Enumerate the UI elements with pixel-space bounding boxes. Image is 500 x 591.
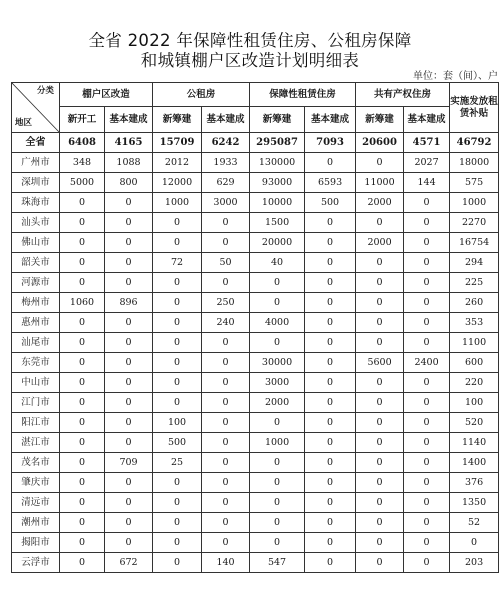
table-row [12,533,499,553]
value-cell: 0 [404,553,450,573]
value-cell: 72 [153,253,202,273]
value-cell: 0 [153,493,202,513]
table-row-province-total [12,133,499,153]
value-cell: 0 [250,493,305,513]
value-cell: 0 [356,153,404,173]
value-cell: 0 [356,333,404,353]
value-cell: 0 [305,433,356,453]
region-name-cell: 河源市 [12,273,60,293]
value-cell: 0 [153,533,202,553]
table-row [12,293,499,313]
region-name-cell: 汕头市 [12,213,60,233]
value-cell: 0 [153,373,202,393]
value-cell: 0 [356,373,404,393]
header-row-groups [12,83,499,107]
value-cell: 0 [202,373,250,393]
value-cell: 896 [105,293,153,313]
value-cell: 295087 [250,133,305,153]
subheader-basic-done: 基本建成 [105,107,153,133]
region-name-cell: 广州市 [12,153,60,173]
table-row [12,353,499,373]
value-cell: 0 [250,533,305,553]
value-cell: 0 [404,513,450,533]
region-name-cell: 肇庆市 [12,473,60,493]
value-cell: 0 [305,153,356,173]
value-cell: 0 [404,433,450,453]
value-cell: 0 [105,533,153,553]
value-cell: 0 [356,313,404,333]
value-cell: 0 [305,393,356,413]
value-cell: 0 [250,513,305,533]
value-cell: 0 [404,193,450,213]
value-cell: 100 [153,413,202,433]
value-cell: 0 [404,293,450,313]
value-cell: 0 [305,453,356,473]
value-cell: 18000 [450,153,499,173]
value-cell: 0 [60,553,105,573]
value-cell: 0 [202,273,250,293]
value-cell: 0 [60,213,105,233]
value-cell: 52 [450,513,499,533]
value-cell: 0 [305,313,356,333]
value-cell: 0 [202,513,250,533]
value-cell: 0 [356,533,404,553]
housing-plan-table [11,82,499,573]
group-header-shantytown: 棚户区改造 [60,83,153,107]
value-cell: 0 [105,433,153,453]
group-header-affordable-rental: 保障性租赁住房 [250,83,356,107]
region-name-cell: 深圳市 [12,173,60,193]
value-cell: 130000 [250,153,305,173]
unit-note: 单位：套（间）、户 [413,71,498,82]
value-cell: 800 [105,173,153,193]
table-row [12,273,499,293]
value-cell: 0 [153,313,202,333]
value-cell: 140 [202,553,250,573]
subheader-done-a: 基本建成 [202,107,250,133]
value-cell: 0 [404,473,450,493]
region-name-cell: 揭阳市 [12,533,60,553]
value-cell: 629 [202,173,250,193]
value-cell: 0 [153,473,202,493]
value-cell: 0 [356,433,404,453]
group-header-public-rental: 公租房 [153,83,250,107]
value-cell: 0 [250,413,305,433]
value-cell: 0 [404,533,450,553]
value-cell: 0 [250,473,305,493]
region-name-cell: 佛山市 [12,233,60,253]
value-cell: 203 [450,553,499,573]
value-cell: 0 [153,213,202,233]
value-cell: 0 [305,253,356,273]
value-cell: 0 [153,273,202,293]
value-cell: 6593 [305,173,356,193]
value-cell: 0 [404,253,450,273]
value-cell: 0 [404,413,450,433]
table-row [12,333,499,353]
value-cell: 100 [450,393,499,413]
value-cell: 672 [105,553,153,573]
value-cell: 0 [153,553,202,573]
table-row [12,513,499,533]
value-cell: 240 [202,313,250,333]
value-cell: 0 [404,313,450,333]
value-cell: 0 [356,213,404,233]
table-row [12,413,499,433]
value-cell: 0 [153,353,202,373]
value-cell: 1350 [450,493,499,513]
table-row [12,233,499,253]
value-cell: 0 [305,333,356,353]
table-row [12,173,499,193]
value-cell: 50 [202,253,250,273]
region-name-cell: 湛江市 [12,433,60,453]
value-cell: 1140 [450,433,499,453]
value-cell: 348 [60,153,105,173]
corner-label-category: 分类 [36,86,54,96]
value-cell: 500 [153,433,202,453]
value-cell: 0 [250,333,305,353]
value-cell: 353 [450,313,499,333]
region-name-cell: 珠海市 [12,193,60,213]
value-cell: 0 [60,453,105,473]
value-cell: 30000 [250,353,305,373]
value-cell: 2400 [404,353,450,373]
region-name-cell: 茂名市 [12,453,60,473]
table-row [12,193,499,213]
value-cell: 0 [153,333,202,353]
value-cell: 0 [404,373,450,393]
value-cell: 0 [356,473,404,493]
value-cell: 0 [202,453,250,473]
value-cell: 0 [202,413,250,433]
value-cell: 0 [202,473,250,493]
value-cell: 0 [404,453,450,473]
region-name-cell: 汕尾市 [12,333,60,353]
table-row [12,553,499,573]
value-cell: 4165 [105,133,153,153]
value-cell: 376 [450,473,499,493]
value-cell: 2270 [450,213,499,233]
value-cell: 0 [404,213,450,233]
region-name-cell: 江门市 [12,393,60,413]
table-row [12,473,499,493]
value-cell: 0 [105,473,153,493]
value-cell: 0 [60,273,105,293]
value-cell: 0 [356,553,404,573]
value-cell: 12000 [153,173,202,193]
value-cell: 0 [60,393,105,413]
value-cell: 0 [404,333,450,353]
value-cell: 0 [404,233,450,253]
table-row [12,253,499,273]
value-cell: 1000 [250,433,305,453]
group-header-shared-ownership: 共有产权住房 [356,83,450,107]
value-cell: 600 [450,353,499,373]
value-cell: 0 [356,293,404,313]
value-cell: 0 [250,293,305,313]
region-name-cell: 中山市 [12,373,60,393]
value-cell: 7093 [305,133,356,153]
value-cell: 0 [305,213,356,233]
value-cell: 575 [450,173,499,193]
table-row [12,453,499,473]
value-cell: 0 [202,493,250,513]
table-row [12,493,499,513]
value-cell: 0 [404,493,450,513]
value-cell: 0 [202,213,250,233]
value-cell: 0 [202,533,250,553]
value-cell: 0 [305,473,356,493]
value-cell: 2027 [404,153,450,173]
value-cell: 0 [356,253,404,273]
value-cell: 1060 [60,293,105,313]
region-name-cell: 惠州市 [12,313,60,333]
value-cell: 0 [105,193,153,213]
value-cell: 0 [153,293,202,313]
region-name-cell: 云浮市 [12,553,60,573]
value-cell: 0 [105,253,153,273]
region-name-cell: 清远市 [12,493,60,513]
subheader-new-build-b: 新筹建 [250,107,305,133]
value-cell: 16754 [450,233,499,253]
value-cell: 0 [305,353,356,373]
value-cell: 1400 [450,453,499,473]
value-cell: 250 [202,293,250,313]
value-cell: 0 [60,433,105,453]
value-cell: 0 [60,413,105,433]
value-cell: 25 [153,453,202,473]
table-row [12,393,499,413]
value-cell: 0 [60,233,105,253]
value-cell: 0 [60,253,105,273]
document-title-line-1: 全省 2022 年保障性租赁住房、公租房保障 [88,31,412,50]
region-name-cell: 阳江市 [12,413,60,433]
value-cell: 0 [356,393,404,413]
value-cell: 0 [356,413,404,433]
value-cell: 0 [305,413,356,433]
value-cell: 0 [60,493,105,513]
value-cell: 0 [202,353,250,373]
table-row [12,213,499,233]
value-cell: 4571 [404,133,450,153]
value-cell: 0 [153,393,202,413]
table-row [12,313,499,333]
value-cell: 0 [356,453,404,473]
value-cell: 0 [153,233,202,253]
value-cell: 0 [153,513,202,533]
region-name-cell: 潮州市 [12,513,60,533]
table-row [12,433,499,453]
table-row [12,373,499,393]
value-cell: 2000 [356,233,404,253]
value-cell: 20000 [250,233,305,253]
value-cell: 2000 [250,393,305,413]
value-cell: 0 [105,233,153,253]
value-cell: 0 [60,353,105,373]
value-cell: 5600 [356,353,404,373]
value-cell: 0 [305,493,356,513]
corner-label-region: 地区 [15,118,33,128]
value-cell: 144 [404,173,450,193]
value-cell: 709 [105,453,153,473]
value-cell: 0 [202,433,250,453]
value-cell: 0 [250,273,305,293]
value-cell: 0 [105,373,153,393]
header-row-subcolumns [12,107,499,133]
value-cell: 0 [404,273,450,293]
value-cell: 0 [305,553,356,573]
value-cell: 0 [60,533,105,553]
value-cell: 0 [105,493,153,513]
value-cell: 0 [305,273,356,293]
region-name-cell: 东莞市 [12,353,60,373]
value-cell: 0 [356,273,404,293]
value-cell: 2012 [153,153,202,173]
value-cell: 0 [105,353,153,373]
value-cell: 0 [60,473,105,493]
subheader-start-new: 新开工 [60,107,105,133]
value-cell: 0 [60,193,105,213]
value-cell: 0 [250,453,305,473]
value-cell: 260 [450,293,499,313]
value-cell: 0 [305,233,356,253]
value-cell: 46792 [450,133,499,153]
table-row [12,153,499,173]
value-cell: 0 [105,313,153,333]
value-cell: 0 [450,533,499,553]
value-cell: 0 [202,333,250,353]
value-cell: 1000 [450,193,499,213]
value-cell: 0 [60,373,105,393]
value-cell: 520 [450,413,499,433]
value-cell: 0 [60,513,105,533]
value-cell: 294 [450,253,499,273]
value-cell: 4000 [250,313,305,333]
value-cell: 0 [105,273,153,293]
value-cell: 20600 [356,133,404,153]
corner-header-cell [12,83,60,133]
value-cell: 6408 [60,133,105,153]
value-cell: 0 [356,513,404,533]
subheader-new-build: 新筹建 [153,107,202,133]
value-cell: 1100 [450,333,499,353]
subheader-new-build-c: 新筹建 [356,107,404,133]
subheader-done-c: 基本建成 [404,107,450,133]
region-name-cell: 梅州市 [12,293,60,313]
value-cell: 0 [105,213,153,233]
value-cell: 0 [60,313,105,333]
value-cell: 0 [305,373,356,393]
value-cell: 0 [105,513,153,533]
value-cell: 0 [202,393,250,413]
group-header-rent-subsidy: 实施发放租赁补贴 [450,83,499,133]
value-cell: 0 [202,233,250,253]
value-cell: 0 [356,493,404,513]
value-cell: 6242 [202,133,250,153]
value-cell: 500 [305,193,356,213]
value-cell: 0 [305,533,356,553]
value-cell: 11000 [356,173,404,193]
value-cell: 1933 [202,153,250,173]
value-cell: 5000 [60,173,105,193]
value-cell: 1088 [105,153,153,173]
value-cell: 15709 [153,133,202,153]
value-cell: 0 [305,513,356,533]
value-cell: 1500 [250,213,305,233]
value-cell: 225 [450,273,499,293]
value-cell: 0 [105,333,153,353]
region-name-cell: 全省 [12,133,60,153]
value-cell: 220 [450,373,499,393]
value-cell: 93000 [250,173,305,193]
value-cell: 2000 [356,193,404,213]
subheader-done-b: 基本建成 [305,107,356,133]
document-title-line-2: 和城镇棚户区改造计划明细表 [140,51,360,70]
value-cell: 1000 [153,193,202,213]
value-cell: 40 [250,253,305,273]
region-name-cell: 韶关市 [12,253,60,273]
value-cell: 0 [105,393,153,413]
value-cell: 0 [404,393,450,413]
value-cell: 0 [305,293,356,313]
value-cell: 10000 [250,193,305,213]
value-cell: 3000 [250,373,305,393]
value-cell: 0 [105,413,153,433]
value-cell: 3000 [202,193,250,213]
value-cell: 0 [60,333,105,353]
value-cell: 547 [250,553,305,573]
